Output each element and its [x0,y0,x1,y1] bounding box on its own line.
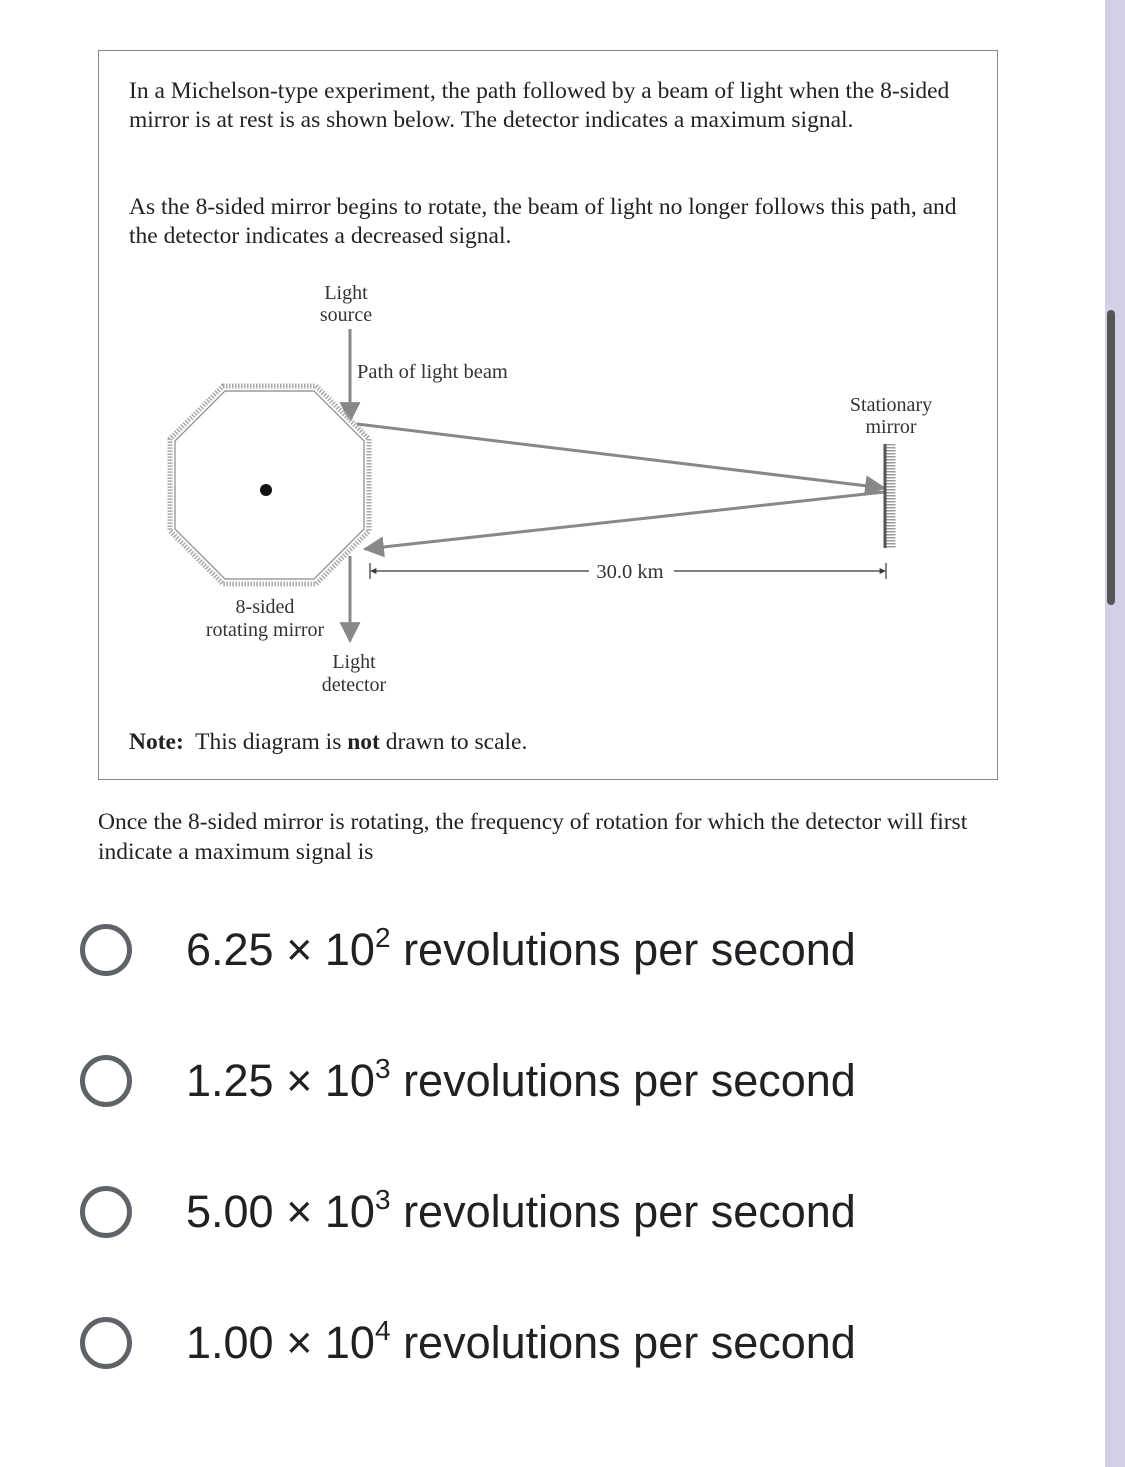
option-exponent: 3 [374,1053,391,1084]
option-label [186,924,856,976]
option-label [186,1317,856,1369]
note-post: drawn to scale. [385,729,528,755]
light-source-label-line2: source [319,304,373,326]
note-label: Note: [129,729,184,755]
distance-label: 30.0 km [596,561,664,583]
radio-button-icon[interactable] [80,1055,132,1107]
option-base: 10 [324,1317,375,1368]
option-times: × [286,1186,313,1237]
diagram-note [129,729,527,756]
option-mantissa: 1.00 [186,1317,274,1368]
option-exponent: 3 [374,1184,391,1215]
question-stem: Once the 8-sided mirror is rotating, the frequency of rotation for which the detector will first indicate a maximum signal is [98,809,968,865]
note-pre: This diagram is [195,729,342,755]
option-exponent: 2 [374,922,391,953]
rotating-mirror-label-line1: 8-sided [235,596,295,618]
option-unit: revolutions per second [403,1186,856,1237]
option-unit: revolutions per second [403,924,856,975]
intro-paragraph-1: In a Michelson-type experiment, the path followed by a beam of light when the 8-sided mirror is at rest is as shown below. The detector indicates a maximum signal. [129,78,950,133]
answer-option-2[interactable] [80,1046,980,1116]
question-figure [98,50,998,780]
option-mantissa: 6.25 [186,924,274,975]
stationary-mirror-label-line1: Stationary [849,394,933,416]
rotation-axis-dot [260,484,272,496]
scrollbar-thumb[interactable] [1107,310,1115,605]
radio-button-icon[interactable] [80,1317,132,1369]
light-detector-label-line1: Light [332,651,376,673]
option-mantissa: 1.25 [186,1055,274,1106]
option-base: 10 [324,1186,375,1237]
answer-option-3[interactable] [80,1177,980,1247]
light-detector-label-line2: detector [321,674,387,696]
answer-option-4[interactable] [80,1308,980,1378]
option-label [186,1055,856,1107]
light-source-label-line1: Light [324,282,368,304]
option-times: × [286,1055,313,1106]
outgoing-beam [357,424,884,488]
rotating-mirror-label-line2: rotating mirror [205,619,325,641]
radio-button-icon[interactable] [80,1186,132,1238]
option-label [186,1186,856,1238]
stationary-mirror-label-line2: mirror [865,416,917,438]
note-emph: not [347,729,380,755]
option-exponent: 4 [374,1315,391,1346]
path-label: Path of light beam [357,361,508,383]
option-times: × [286,1317,313,1368]
option-base: 10 [324,924,375,975]
scrollbar-track[interactable] [1105,0,1125,1467]
michelson-diagram [99,51,999,781]
option-base: 10 [324,1055,375,1106]
option-unit: revolutions per second [403,1317,856,1368]
option-mantissa: 5.00 [186,1186,274,1237]
option-unit: revolutions per second [403,1055,856,1106]
intro-paragraph-2: As the 8-sided mirror begins to rotate, the beam of light no longer follows this path, and the detector indicates a decreased signal. [129,194,957,249]
radio-button-icon[interactable] [80,924,132,976]
return-beam [365,492,884,549]
answer-option-1[interactable] [80,915,980,985]
option-times: × [286,924,313,975]
